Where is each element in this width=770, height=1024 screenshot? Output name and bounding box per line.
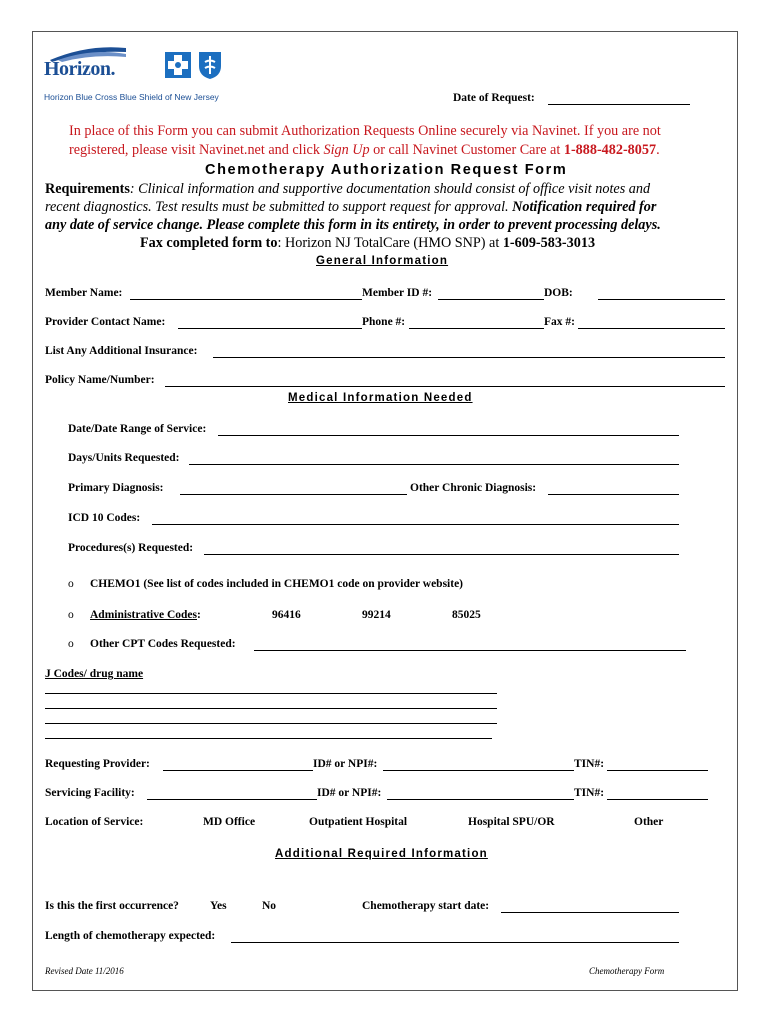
blue-cross-icon (165, 52, 191, 78)
requesting-tin-field[interactable] (607, 770, 708, 771)
first-occurrence-label: Is this the first occurrence? (45, 900, 179, 912)
chemo-length-label: Length of chemotherapy expected: (45, 930, 216, 942)
requirements-label: Requirements (45, 181, 130, 197)
date-range-field[interactable] (218, 435, 679, 436)
fax-text: : Horizon NJ TotalCare (HMO SNP) at (277, 235, 503, 251)
fax-label: Fax completed form to (140, 235, 278, 251)
servicing-id-npi-label: ID# or NPI#: (317, 787, 382, 799)
member-name-field[interactable] (130, 299, 362, 300)
section-medical-information: Medical Information Needed (288, 392, 473, 404)
first-occurrence-yes[interactable]: Yes (210, 900, 227, 912)
notice-text: registered, please visit Navinet.net and click (69, 142, 324, 158)
other-cpt-field[interactable] (254, 650, 686, 651)
fax-number: 1-609-583-3013 (502, 235, 596, 251)
member-id-label: Member ID #: (362, 287, 433, 299)
notice-line-2 (69, 142, 660, 159)
requesting-id-npi-label: ID# or NPI#: (313, 758, 378, 770)
section-general-information: General Information (316, 255, 449, 267)
chemo-start-date-field[interactable] (501, 912, 679, 913)
chemo1-radio[interactable]: o (68, 578, 74, 590)
date-of-request-label: Date of Request: (453, 92, 535, 104)
notice-line-1: In place of this Form you can submit Authorization Requests Online securely via Navinet. If you are not (69, 123, 661, 139)
procedures-field[interactable] (204, 554, 679, 555)
additional-insurance-label: List Any Additional Insurance: (45, 345, 198, 357)
notice-text-2: or call Navinet Customer Care at (369, 142, 564, 158)
requirements-text-1: Clinical information and supportive documentation should consist of office visit notes and (134, 181, 651, 197)
phone-field[interactable] (409, 328, 544, 329)
fax-instructions (140, 235, 595, 252)
chemo-start-date-label: Chemotherapy start date: (362, 900, 490, 912)
member-name-label: Member Name: (45, 287, 123, 299)
other-diagnosis-label: Other Chronic Diagnosis: (410, 482, 537, 494)
logo-subtitle: Horizon Blue Cross Blue Shield of New Jersey (44, 92, 219, 102)
chemo-length-field[interactable] (231, 942, 679, 943)
policy-field[interactable] (165, 386, 725, 387)
requirements-line-2 (45, 199, 656, 216)
dob-label: DOB: (544, 287, 573, 299)
navinet-phone: 1-888-482-8057 (563, 142, 657, 158)
procedures-label: Procedures(s) Requested: (68, 542, 194, 554)
location-other[interactable]: Other (634, 816, 664, 828)
footer-form-name: Chemotherapy Form (589, 966, 665, 976)
phone-label: Phone #: (362, 316, 406, 328)
servicing-tin-field[interactable] (607, 799, 708, 800)
dob-field[interactable] (598, 299, 725, 300)
provider-contact-label: Provider Contact Name: (45, 316, 166, 328)
requirements-colon: : (129, 181, 135, 197)
other-diagnosis-field[interactable] (548, 494, 679, 495)
code-99214: 99214 (362, 609, 391, 621)
fax-label-field: Fax #: (544, 316, 575, 328)
requirements-text-2: recent diagnostics. Test results must be submitted to support request for approval. (45, 199, 513, 215)
j-codes-line-3[interactable] (45, 723, 497, 724)
requesting-tin-label: TIN#: (574, 758, 605, 770)
chemo1-label: CHEMO1 (See list of codes included in CHEMO1 code on provider website) (90, 578, 463, 590)
icd10-label: ICD 10 Codes: (68, 512, 141, 524)
j-codes-line-4[interactable] (45, 738, 492, 739)
horizon-logo-text: Horizon. (44, 58, 115, 80)
requirements-line-3 (45, 217, 661, 234)
member-id-field[interactable] (438, 299, 544, 300)
complete-form-notice: any date of service change. Please complete this form in its entirety, in order to prevent processing delays. (45, 217, 661, 233)
admin-codes-radio[interactable]: o (68, 609, 74, 621)
other-cpt-radio[interactable]: o (68, 638, 74, 650)
primary-diagnosis-label: Primary Diagnosis: (68, 482, 164, 494)
requirements-line-1 (45, 181, 650, 198)
primary-diagnosis-field[interactable] (180, 494, 407, 495)
servicing-tin-label: TIN#: (574, 787, 605, 799)
sign-up-link[interactable]: Sign Up (323, 142, 370, 158)
policy-label: Policy Name/Number: (45, 374, 155, 386)
servicing-id-npi-field[interactable] (387, 799, 574, 800)
other-cpt-label: Other CPT Codes Requested: (90, 638, 236, 650)
location-outpatient-hospital[interactable]: Outpatient Hospital (309, 816, 408, 828)
code-96416: 96416 (272, 609, 301, 621)
location-of-service-label: Location of Service: (45, 816, 144, 828)
revised-date: Revised Date 11/2016 (45, 966, 124, 976)
admin-codes-colon: : (197, 609, 201, 621)
requesting-provider-field[interactable] (163, 770, 313, 771)
admin-codes-label (90, 609, 201, 621)
requesting-provider-label: Requesting Provider: (45, 758, 150, 770)
date-of-request-field[interactable] (548, 104, 690, 105)
location-hospital-spu-or[interactable]: Hospital SPU/OR (468, 816, 555, 828)
days-units-field[interactable] (189, 464, 679, 465)
servicing-facility-field[interactable] (147, 799, 317, 800)
j-codes-line-2[interactable] (45, 708, 497, 709)
first-occurrence-no[interactable]: No (262, 900, 277, 912)
location-md-office[interactable]: MD Office (203, 816, 256, 828)
requesting-id-npi-field[interactable] (383, 770, 574, 771)
form-title: Chemotherapy Authorization Request Form (205, 162, 568, 178)
j-codes-label: J Codes/ drug name (45, 668, 144, 680)
notice-period: . (656, 142, 660, 158)
provider-contact-field[interactable] (178, 328, 362, 329)
days-units-label: Days/Units Requested: (68, 452, 180, 464)
icd10-field[interactable] (152, 524, 679, 525)
admin-codes-text: Administrative Codes (90, 609, 198, 621)
fax-field[interactable] (578, 328, 725, 329)
notification-required: Notification required for (512, 199, 657, 215)
date-range-label: Date/Date Range of Service: (68, 423, 207, 435)
section-additional-information: Additional Required Information (275, 848, 488, 860)
j-codes-line-1[interactable] (45, 693, 497, 694)
code-85025: 85025 (452, 609, 481, 621)
blue-shield-icon (197, 50, 223, 80)
additional-insurance-field[interactable] (213, 357, 725, 358)
servicing-facility-label: Servicing Facility: (45, 787, 135, 799)
